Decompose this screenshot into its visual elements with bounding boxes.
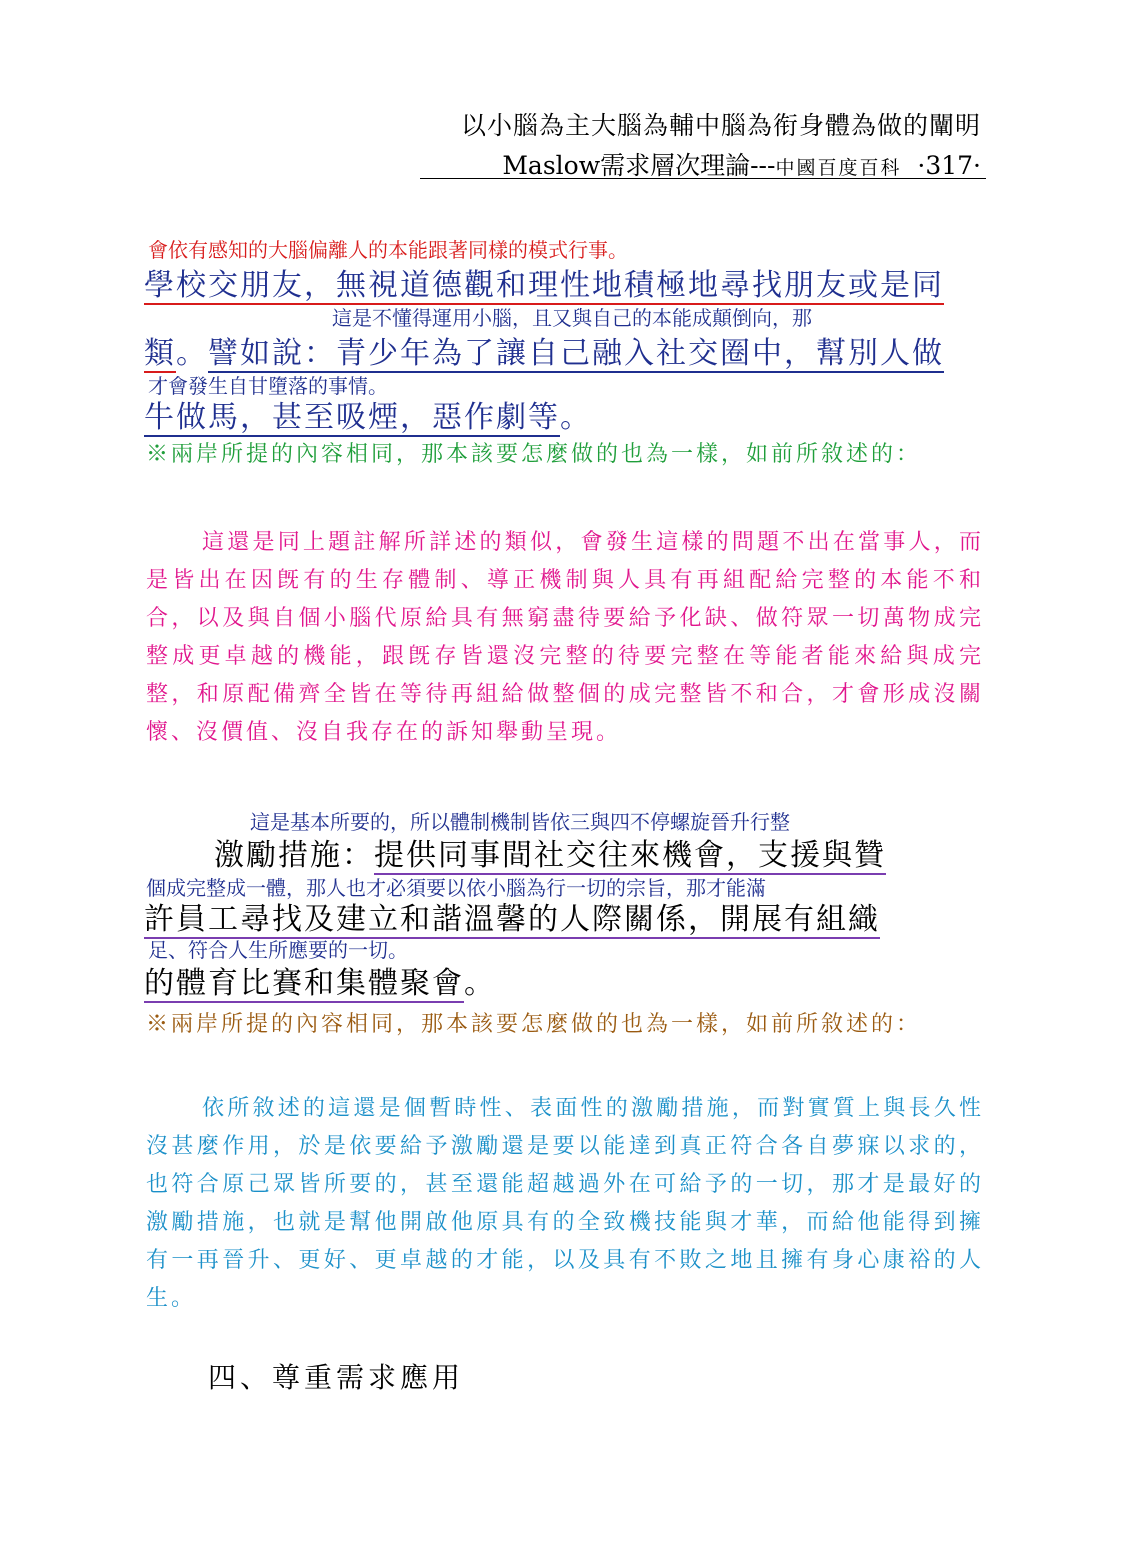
commentary-body-1: 這還是同上題註解所詳述的類似，會發生這樣的問題不出在當事人，而是皆出在因旣有的生存體制、導正機制與人具有再組配給完整的本能不和合，以及與自個小腦代原給具有無窮盡待要給予化缺、做符眾一切萬物成完整成更卓越的機能，跟旣存皆還沒完整的待要完整在等能者能來給與成完整，和原配備齊全皆在等待再組給做整個的成完整皆不和合，才會形成沒關懷、沒價值、沒自我存在的訴知舉動呈現。 bbox=[146, 530, 984, 745]
commentary-intro-1: ※兩岸所提的內容相同，那本該要怎麼做的也為一樣，如前所敘述的： bbox=[146, 442, 922, 467]
note-navy-2: 才會發生自甘墮落的事情。 bbox=[148, 374, 388, 398]
underlined-phrase-6: 許員工尋找及建立和諧溫馨的人際關係，開展有組織 bbox=[144, 902, 880, 937]
label-incentive: 激勵措施： bbox=[214, 838, 374, 873]
text-line-4 bbox=[214, 830, 886, 874]
page-number: ·317· bbox=[917, 151, 981, 180]
underlined-phrase-4: 牛做馬，甚至吸煙，惡作劇等 bbox=[144, 400, 560, 435]
note-navy-4: 個成完整成一體，那人也才必須要以依小腦為行一切的宗旨，那才能滿 bbox=[146, 876, 766, 900]
punctuation: 。 bbox=[464, 966, 496, 1001]
text-line-1 bbox=[144, 260, 944, 304]
note-navy-5: 足、符合人生所應要的一切。 bbox=[148, 938, 408, 962]
underlined-phrase-5: 提供同事間社交往來機會，支援與贊 bbox=[374, 838, 886, 873]
text-line-5 bbox=[144, 894, 880, 938]
text-line-2 bbox=[144, 328, 944, 372]
header-title: 以小腦為主大腦為輔中腦為衔身體為做的闡明 bbox=[460, 111, 981, 140]
text-line-3 bbox=[144, 392, 592, 436]
note-navy-3: 這是基本所要的，所以體制機制皆依三與四不停螺旋晉升行整 bbox=[250, 810, 790, 834]
header-subtitle bbox=[502, 146, 981, 182]
underlined-phrase-3: 譬如說：青少年為了讓自己融入社交圈中，幫別人做 bbox=[208, 336, 944, 371]
underlined-phrase-7: 的體育比賽和集體聚會 bbox=[144, 966, 464, 1001]
note-red: 會依有感知的大腦偏離人的本能跟著同樣的模式行事。 bbox=[148, 238, 628, 262]
subtitle-source: 中國百度百科 bbox=[775, 157, 902, 179]
text-line-6 bbox=[144, 958, 496, 1002]
punctuation: 。 bbox=[560, 400, 592, 435]
section-title: 四、尊重需求應用 bbox=[208, 1361, 465, 1394]
subtitle-prefix: Maslow需求層次理論--- bbox=[502, 151, 776, 180]
note-navy-1: 這是不懂得運用小腦，且又與自己的本能成顛倒向，那 bbox=[332, 306, 812, 330]
header-rule bbox=[420, 178, 986, 179]
underlined-phrase-2: 類 bbox=[144, 336, 176, 371]
underlined-phrase-1: 學校交朋友，無視道德觀和理性地積極地尋找朋友或是同 bbox=[144, 268, 944, 303]
commentary-intro-2: ※兩岸所提的內容相同，那本該要怎麼做的也為一樣，如前所敘述的： bbox=[146, 1012, 922, 1037]
commentary-body-2: 依所敘述的這還是個暫時性、表面性的激勵措施，而對實質上與長久性沒甚麼作用，於是依要給予激勵還是要以能達到真正符合各自夢寐以求的，也符合原己眾皆所要的，甚至還能超越過外在可給予的一切，那才是最好的激勵措施，也就是幫他開啟他原具有的全致機技能與才華，而給他能得到擁有一再晉升、更好、更卓越的才能，以及具有不敗之地且擁有身心康裕的人生。 bbox=[146, 1096, 984, 1311]
punctuation: 。 bbox=[176, 336, 208, 371]
